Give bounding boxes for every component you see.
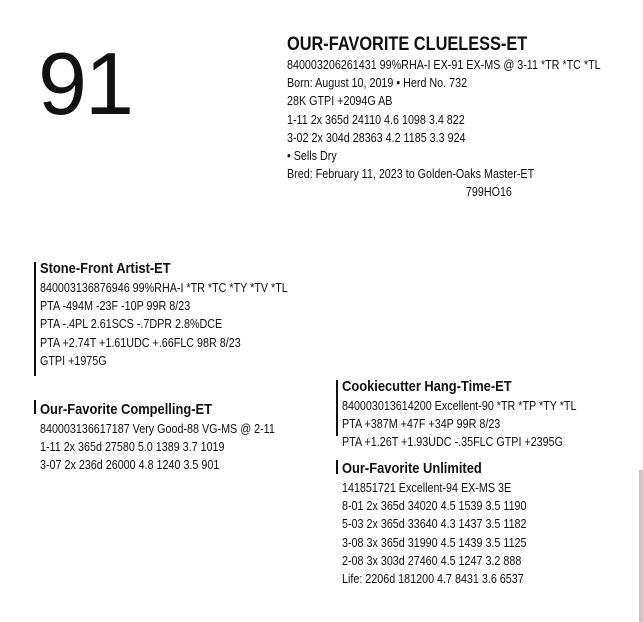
maternal-grandsire-proof-line: PTA +387M +47F +34P 99R 8/23: [342, 417, 501, 432]
production-record: 2-08 3x 303d 27460 4.5 1247 3.2 888: [342, 553, 522, 568]
maternal-granddam-block: [342, 459, 527, 588]
lifetime-record: Life: 2206d 181200 4.7 8431 3.6 6537: [342, 572, 524, 587]
maternal-grandsire-block: [342, 377, 576, 452]
maternal-granddam-name: Our-Favorite Unlimited: [342, 460, 482, 477]
sire-proof-line: PTA -.4PL 2.61SCS -.7DPR 2.8%DCE: [40, 317, 223, 332]
dam-pedigree-bracket: [34, 400, 36, 414]
sire-proof-line: PTA -494M -23F -10P 99R 8/23: [40, 299, 191, 314]
maternal-grandsire-bracket: [336, 380, 338, 436]
maternal-granddam-id: 141851721 Excellent-94 EX-MS 3E: [342, 481, 512, 495]
production-record: 1-11 2x 365d 27580 5.0 1389 3.7 1019: [40, 440, 225, 455]
main-animal-genomic: 28K GTPI +2094G AB: [287, 94, 393, 109]
dam-id: 840003136617187 Very Good-88 VG-MS @ 2-11: [40, 422, 275, 436]
maternal-granddam-bracket: [336, 460, 338, 474]
main-animal-status: • Sells Dry: [287, 149, 337, 164]
sire-id: 840003136876946 99%RHA-I *TR *TC *TY *TV *TL: [40, 281, 288, 295]
sire-proof-line: GTPI +1975G: [40, 353, 107, 368]
production-record: 3-07 2x 236d 26000 4.8 1240 3.5 901: [40, 458, 220, 473]
maternal-grandsire-id: 840003013614200 Excellent-90 *TR *TP *TY *TL: [342, 399, 577, 413]
maternal-grandsire-proof-line: PTA +1.26T +1.93UDC -.35FLC GTPI +2395G: [342, 435, 563, 450]
production-record: 3-08 3x 365d 31990 4.5 1439 3.5 1125: [342, 535, 527, 550]
production-record: 8-01 2x 365d 34020 4.5 1539 3.5 1190: [342, 499, 527, 514]
vertical-scrollbar[interactable]: [639, 470, 643, 622]
maternal-grandsire-name: Cookiecutter Hang-Time-ET: [342, 378, 512, 395]
sire-block: [40, 259, 288, 370]
production-record: 3-02 2x 304d 28363 4.2 1185 3.3 924: [287, 130, 466, 145]
production-record: 5-03 2x 365d 33640 4.3 1437 3.5 1182: [342, 517, 527, 532]
main-animal-born: Born: August 10, 2019 • Herd No. 732: [287, 76, 468, 91]
sire-proof-line: PTA +2.74T +1.61UDC +.66FLC 98R 8/23: [40, 335, 241, 350]
main-animal-bred: Bred: February 11, 2023 to Golden-Oaks Master-ET: [287, 167, 535, 182]
dam-name: Our-Favorite Compelling-ET: [40, 401, 213, 418]
main-animal-id: 840003206261431 99%RHA-I EX-91 EX-MS @ 3-11 *TR *TC *TL: [287, 58, 601, 72]
sire-name: Stone-Front Artist-ET: [40, 260, 171, 277]
service-sire-code: 799HO16: [465, 185, 512, 200]
main-animal-name: OUR-FAVORITE CLUELESS-ET: [287, 34, 528, 55]
production-record: 1-11 2x 365d 24110 4.6 1098 3.4 822: [287, 112, 465, 127]
lot-number: 91: [38, 34, 132, 133]
main-animal-block: [287, 34, 601, 202]
sire-pedigree-bracket: [34, 262, 36, 376]
dam-block: [40, 400, 275, 475]
